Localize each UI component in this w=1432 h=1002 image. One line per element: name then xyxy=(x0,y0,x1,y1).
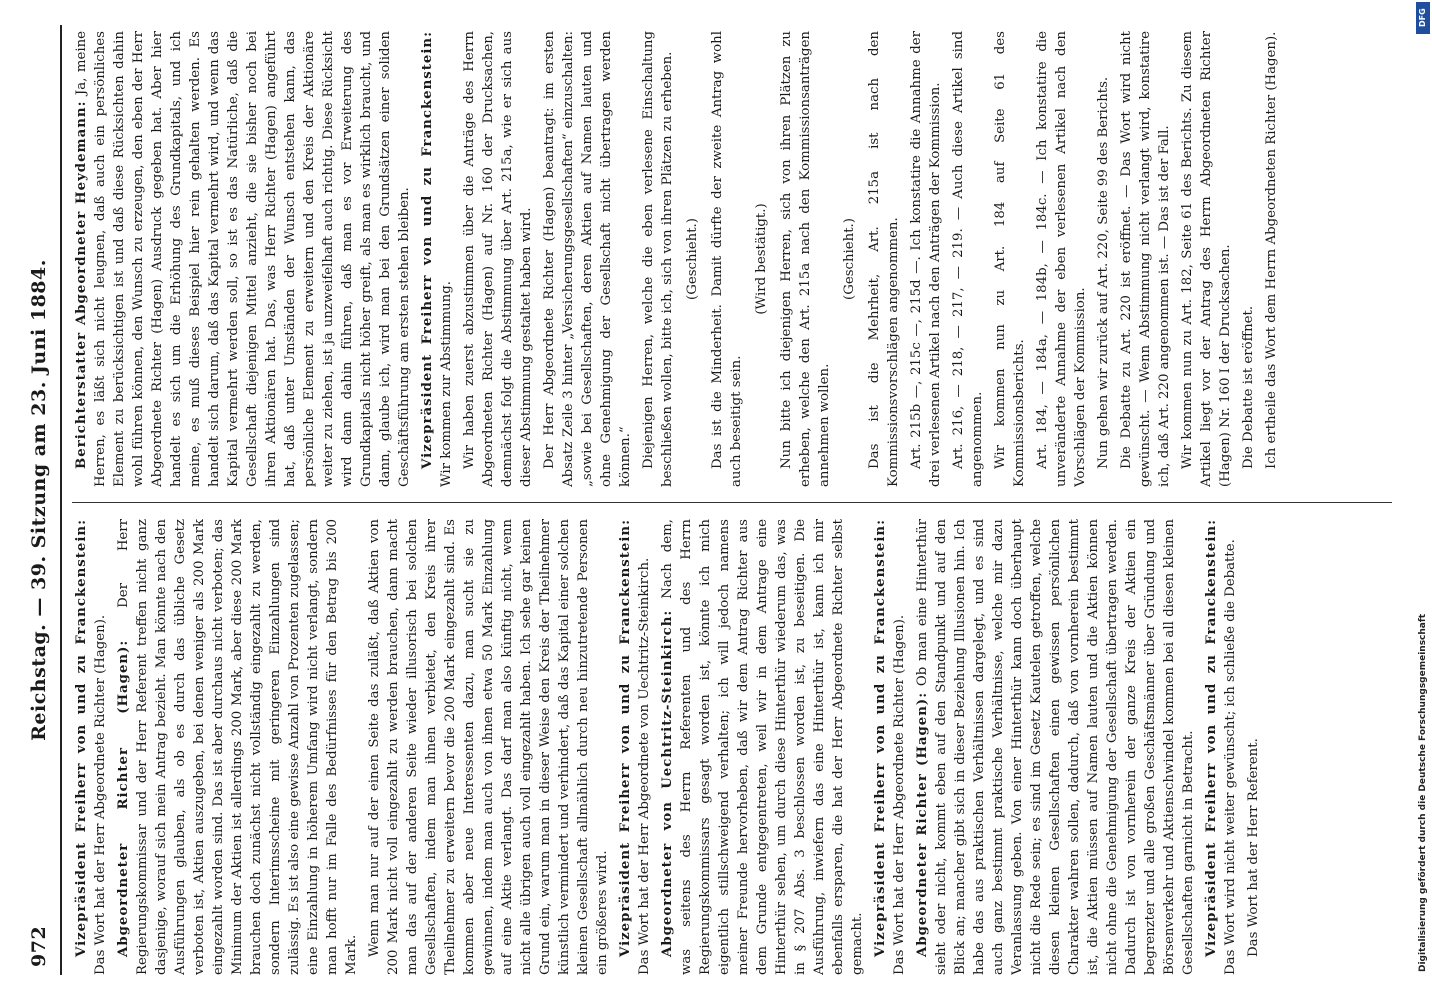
right-column xyxy=(72,31,1392,487)
paragraph-text: Der Herr Regierungskommissar und der Herr Referent treffen nicht ganz dasjenige, worauf sich mein Antrag bezieht. Man könnte nach den Ausführungen glauben, als ob es durch das übliche Gesetz verboten ist, Aktien auszugeben, bei denen weniger als 200 Mark eingezahlt worden sind. Das ist aber durchaus nicht verboten; das Minimum der Aktien ist allerdings 200 Mark, aber diese 200 Mark brauchen doch zunächst nicht vollständig eingezahlt zu werden, sondern Interimsscheine mit geringeren Einzahlungen sind zulässig. Es ist also eine gewisse Anzahl von Prozenten zugelassen; eine Einzahlung in höherem Umfang wird nicht verlangt, sondern man hofft nur im Falle des Bedürfnisses für den Betrag bis 200 Mark. xyxy=(116,519,359,975)
speaker-name: Vizepräsident Freiherr von und zu Franckenstein: xyxy=(873,519,888,957)
digitization-credit-text: Digitalisierung gefördert durch die Deutsche Forschungsgemeinschaft xyxy=(1418,613,1428,972)
paragraph-text: Ob man eine Hinterthür sieht oder nicht, kommt eben auf den Standpunkt und auf den Blick an; mancher gibt sich in dieser Beziehung Illusionen hin. Ich habe das aus praktischen Verhältnissen dargelegt, und es sind auch ganz bestimmt praktische Verhältnisse, welche mir dazu Veranlassung geben. Von einer Hinterthür kann doch überhaupt nicht die Rede sein; es sind im Gesetz Kautelen getroffen, welche diesen kleinen Gesellschaften einen gewissen persönlichen Charakter wahren sollen, dadurch, daß von vornherein bestimmt ist, die Aktien müssen auf Namen lauten und die Aktien können nicht ohne die Genehmigung der Gesellschaft übertragen werden. Dadurch ist von vornherein der ganze Kreis der Aktien ein begrenzter und alle großen Geschäftsmänner über Gründung und Börsenverkehr und Aktienschwindel kommen bei all diesen kleinen Gesellschaften garnicht in Betracht. xyxy=(915,519,1196,975)
paragraph xyxy=(871,519,909,975)
digitization-credit xyxy=(1416,2,1430,1002)
paragraph-text: Nach dem, was seitens des Herrn Referenten und des Herrn Regierungskommissars gesagt worden ist, könnte ich mich eigentlich stillschweigend verhalten; ich will jedoch namens meiner Freunde hervorheben, daß wir dem Antrag Richter aus dem Grunde entgegentreten, weil wir in dem Antrage eine Hinterthür sehen, um durch diese Hinterthür wiederum das, was in § 207 Abs. 3 beschlossen worden ist, zu beseitigen. Die Ausführung, inwiefern das eine Hinterthür ist, kann ich mir ebenfalls ersparen, die hat der Herr Abgeordnete Richter selbst gemacht. xyxy=(660,519,865,975)
left-column xyxy=(72,519,1392,975)
paragraph xyxy=(1262,31,1281,487)
speaker-name: Vizepräsident Freiherr von und zu Franckenstein: xyxy=(420,31,435,469)
page-header xyxy=(20,25,60,975)
paragraph-text: Das Wort hat der Herr Abgeordnete von Uechtritz-Steinkirch. xyxy=(637,557,652,975)
page-title: Reichstag. — 39. Sitzung am 23. Juni 1884. xyxy=(28,259,50,741)
paragraph xyxy=(1094,31,1113,487)
paragraph xyxy=(114,519,361,975)
paragraph-text: Die Debatte ist eröffnet. xyxy=(1241,305,1256,469)
header-rule xyxy=(60,25,62,975)
paragraph-text: Das Wort hat der Herr Referent. xyxy=(1246,738,1261,957)
speaker-name: Abgeordneter Richter (Hagen): xyxy=(915,691,930,957)
paragraph xyxy=(840,31,859,487)
paragraph-text: Art. 184, — 184a, — 184b, — 184c. — Ich konstatire die unveränderte Annahme der eben verlesenen Artikel nach den Vorschlägen der Kommission. xyxy=(1035,31,1088,487)
paragraph xyxy=(1033,31,1090,487)
paragraph-text: Das ist die Minderheit. Damit dürfte der zweite Antrag wohl auch beseitigt sein. xyxy=(710,31,744,487)
paragraph-text: Ja, meine Herren, es läßt sich nicht leugnen, daß auch ein persönliches Element zu berücksichtigen ist und daß diese Rücksichten dahin wohl führen können, den Wunsch zu erzeugen, den eben der Herr Abgeordnete Richter (Hagen) Ausdruck gegeben hat. Aber hier handelt es sich um die Erhöhung des Grundkapitals, und ich meine, es muß dieses Beispiel hier rein gehalten werden. Es handelt sich darum, daß das Kapital vermehrt wird, und wenn das Kapital vermehrt werden soll, so ist es das Natürliche, daß die Gesellschaft diejenigen Mittel anzieht, die sie bisher noch bei ihren Aktionären hat. Das, was Herr Richter (Hagen) angeführt hat, daß unter Umständen der Wunsch entstehen kann, das persönliche Element zu erweitern und den Kreis der Aktionäre weiter zu ziehen, ist ja unzweifelhaft auch richtig. Diese Rücksicht wird dann dahin führen, daß man es vor Erweiterung des Grundkapitals nicht höher greift, als man es wirklich braucht, und dann, glaube ich, wird man bei den Grundsätzen einer soliden Geschäftsführung am ersten stehen bleiben. xyxy=(74,31,412,487)
speaker-name: Vizepräsident Freiherr von und zu Franckenstein: xyxy=(1204,519,1219,957)
paragraph-text: Wenn man nur auf der einen Seite das zuläßt, daß Aktien von 200 Mark nicht voll eingezahlt zu werden brauchen, dann macht man das auf der anderen Seite wieder illusorisch bei solchen Gesellschaften, indem man ihnen verbietet, den Kreis ihrer Theilnehmer zu erweitern bevor die 200 Mark eingezahlt sind. Es kommen aber neue Interessenten dazu, man sucht sie zu gewinnen, indem man auch von ihnen etwa 50 Mark Einzahlung auf eine Aktie verlangt. Das darf man also künftig nicht, wenn nicht alle übrigen auch voll eingezahlt haben. Ich sehe gar keinen Grund ein, warum man in dieser Weise den Kreis der Theilnehmer künstlich vermindert und verhindert, daß das Kapital einer solchen kleinen Gesellschaft allmählich durch neu hinzutretende Personen ein größeres wird. xyxy=(367,519,610,975)
paragraph-text: Die Debatte zu Art. 220 ist eröffnet. — Das Wort wird nicht gewünscht. — Wenn Abstimmung nicht verlangt wird, konstatire ich, daß Art. 220 angenommen ist. — Das ist der Fall. xyxy=(1119,31,1172,487)
paragraph-text: Das Wort wird nicht weiter gewünscht; ich schließe die Debatte. xyxy=(1223,539,1238,975)
paragraph xyxy=(72,31,414,487)
paragraph-text: (Geschieht.) xyxy=(842,218,857,300)
paragraph xyxy=(72,519,110,975)
paragraph-text: Nun bitte ich diejenigen Herren, sich von ihren Plätzen zu erheben, welche den Art. 215a nach den Kommissionsanträgen annehmen wollen. xyxy=(779,31,832,487)
paragraph xyxy=(683,31,702,487)
paragraph xyxy=(949,31,987,487)
paragraph xyxy=(639,31,677,487)
paragraph-text: (Geschieht.) xyxy=(685,218,700,300)
speaker-name: Vizepräsident Freiherr von und zu Franckenstein: xyxy=(74,519,89,957)
paragraph-text: Das ist die Mehrheit, Art. 215a ist nach den Kommissionsvorschlägen angenommen. xyxy=(867,31,901,487)
paragraph xyxy=(907,31,945,487)
paragraph xyxy=(418,31,456,487)
paragraph xyxy=(365,519,612,975)
rotated-page-content xyxy=(20,25,1410,975)
paragraph-text: Nun gehen wir zurück auf Art. 220, Seite 99 des Berichts. xyxy=(1096,76,1111,469)
paragraph-text: Art. 215b —, 215c —, 215d —. Ich konstatire die Annahme der drei verlesenen Artikel nach den Anträgen der Kommission. xyxy=(909,31,943,487)
paragraph xyxy=(460,31,536,487)
paragraph-text: Wir haben zuerst abzustimmen über die Anträge des Herrn Abgeordneten Richter (Hagen) auf Nr. 160 der Drucksachen, demnächst folgt die Abstimmung über Art. 215a, wie er sich aus dieser Abstimmung gestaltet haben wird. xyxy=(462,31,534,487)
paragraph-text: Ich ertheile das Wort dem Herrn Abgeordneten Richter (Hagen). xyxy=(1264,31,1279,469)
paragraph xyxy=(658,519,867,975)
speaker-name: Abgeordneter Richter (Hagen): xyxy=(116,639,131,957)
speaker-name: Vizepräsident Freiherr von und zu Franckenstein: xyxy=(618,519,633,957)
dfg-logo: DFG xyxy=(1416,2,1430,34)
paragraph xyxy=(1178,31,1235,487)
paragraph-text: Wir kommen zur Abstimmung. xyxy=(439,281,454,487)
paragraph-text: Das Wort hat der Herr Abgeordnete Richter (Hagen). xyxy=(892,614,907,975)
paragraph xyxy=(1117,31,1174,487)
paragraph-text: Der Herr Abgeordnete Richter (Hagen) beantragt: im ersten Absatz Zeile 3 hinter „Versicherungsgesellschaften“ einzuschalten: „sowie bei Gesellschaften, deren Aktien auf Namen lauten und ohne Genehmigung der Gesellschaft nicht übertragen werden können.“ xyxy=(542,31,633,487)
speaker-name: Berichterstatter Abgeordneter Heydemann: xyxy=(74,100,89,469)
speaker-name: Abgeordneter von Uechtritz-Steinkirch: xyxy=(660,609,675,957)
paragraph xyxy=(540,31,635,487)
paragraph xyxy=(777,31,834,487)
paragraph xyxy=(991,31,1029,487)
paragraph-text: Art. 216, — 218, — 217, — 219. — Auch diese Artikel sind angenommen. xyxy=(951,31,985,487)
paragraph-text: Wir kommen nun zu Art. 182, Seite 61 des Berichts. Zu diesem Artikel liegt vor der Antrag des Herrn Abgeordneten Richter (Hagen) Nr. 160 I der Drucksachen. xyxy=(1180,31,1233,487)
paragraph xyxy=(708,31,746,487)
paragraph xyxy=(616,519,654,975)
paragraph-text: Das Wort hat der Herr Abgeordnete Richter (Hagen). xyxy=(93,614,108,975)
column-divider xyxy=(72,502,1392,503)
paragraph-text: (Wird bestätigt.) xyxy=(754,203,769,315)
paragraph xyxy=(1244,519,1263,975)
paragraph xyxy=(1202,519,1240,975)
paragraph-text: Wir kommen nun zu Art. 184 auf Seite 61 des Kommissionsberichts. xyxy=(993,31,1027,487)
paragraph xyxy=(1239,31,1258,487)
paragraph xyxy=(752,31,771,487)
paragraph xyxy=(865,31,903,487)
page-number: 972 xyxy=(28,925,50,967)
paragraph xyxy=(913,519,1198,975)
paragraph-text: Diejenigen Herren, welche die eben verlesene Einschaltung beschließen wollen, bitte ich, sich von ihren Plätzen zu erheben. xyxy=(641,31,675,487)
